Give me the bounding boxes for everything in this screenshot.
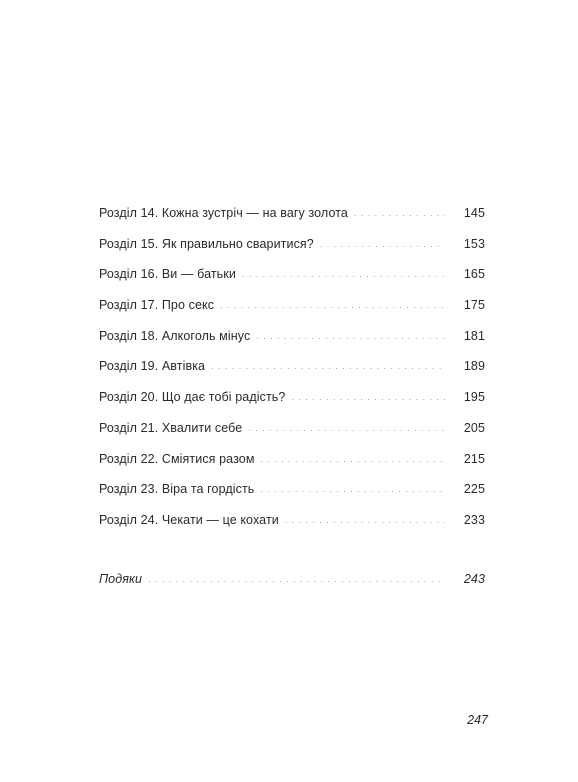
dot-leader — [256, 327, 445, 345]
toc-entry-page: 195 — [463, 390, 485, 405]
toc-entry-chapter-14 — [99, 204, 485, 235]
toc-entry-page: 233 — [463, 512, 485, 527]
toc-entry-page: 225 — [463, 482, 485, 497]
toc-entry-chapter-19 — [99, 357, 485, 388]
toc-entry-chapter-22 — [99, 450, 485, 481]
dot-leader — [261, 450, 445, 468]
dot-leader — [148, 570, 445, 588]
toc-entry-chapter-21 — [99, 419, 485, 450]
toc-entry-page: 175 — [463, 298, 485, 313]
toc-entry-chapter-17 — [99, 296, 485, 327]
toc-entry-page: 205 — [463, 420, 485, 435]
toc-entry-title: Розділ 19. Автівка — [99, 359, 206, 374]
toc-entry-page: 243 — [463, 571, 485, 586]
dot-leader — [291, 388, 445, 406]
toc-entry-chapter-16 — [99, 265, 485, 296]
dot-leader — [211, 357, 445, 375]
toc-entry-title: Розділ 14. Кожна зустріч — на вагу золота — [99, 206, 348, 220]
toc-entry-page: 145 — [463, 206, 485, 220]
toc-entry-chapter-15 — [99, 235, 485, 266]
dot-leader — [260, 480, 445, 498]
dot-leader — [248, 419, 445, 437]
dot-leader — [242, 265, 445, 283]
toc-entry-page: 215 — [463, 451, 485, 466]
toc-entry-acknowledgements — [99, 570, 485, 601]
dot-leader — [354, 204, 445, 222]
toc-entry-title: Розділ 20. Що дає тобі радість? — [99, 390, 286, 405]
toc-entry-chapter-24 — [99, 511, 485, 542]
toc-entry-title: Подяки — [99, 571, 143, 586]
toc-entry-page: 189 — [463, 359, 485, 374]
toc-entry-title: Розділ 16. Ви — батьки — [99, 267, 236, 282]
table-of-contents — [99, 204, 485, 600]
toc-entry-title: Розділ 22. Сміятися разом — [99, 451, 255, 466]
toc-entry-page: 181 — [463, 328, 485, 343]
toc-entry-page: 165 — [463, 267, 485, 282]
dot-leader — [285, 511, 445, 529]
toc-entry-page: 153 — [463, 236, 485, 251]
toc-entry-chapter-23 — [99, 480, 485, 511]
toc-entry-chapter-18 — [99, 327, 485, 358]
toc-entry-title: Розділ 15. Як правильно сваритися? — [99, 236, 314, 251]
toc-entry-title: Розділ 21. Хвалити себе — [99, 420, 243, 435]
toc-entry-title: Розділ 23. Віра та гордість — [99, 482, 255, 497]
toc-entry-title: Розділ 24. Чекати — це кохати — [99, 512, 279, 527]
toc-entry-title: Розділ 18. Алкоголь мінус — [99, 328, 251, 343]
dot-leader — [320, 235, 445, 253]
toc-entry-chapter-20 — [99, 388, 485, 419]
toc-entry-title: Розділ 17. Про секс — [99, 298, 215, 313]
page-number: 247 — [467, 713, 488, 727]
dot-leader — [220, 296, 445, 314]
